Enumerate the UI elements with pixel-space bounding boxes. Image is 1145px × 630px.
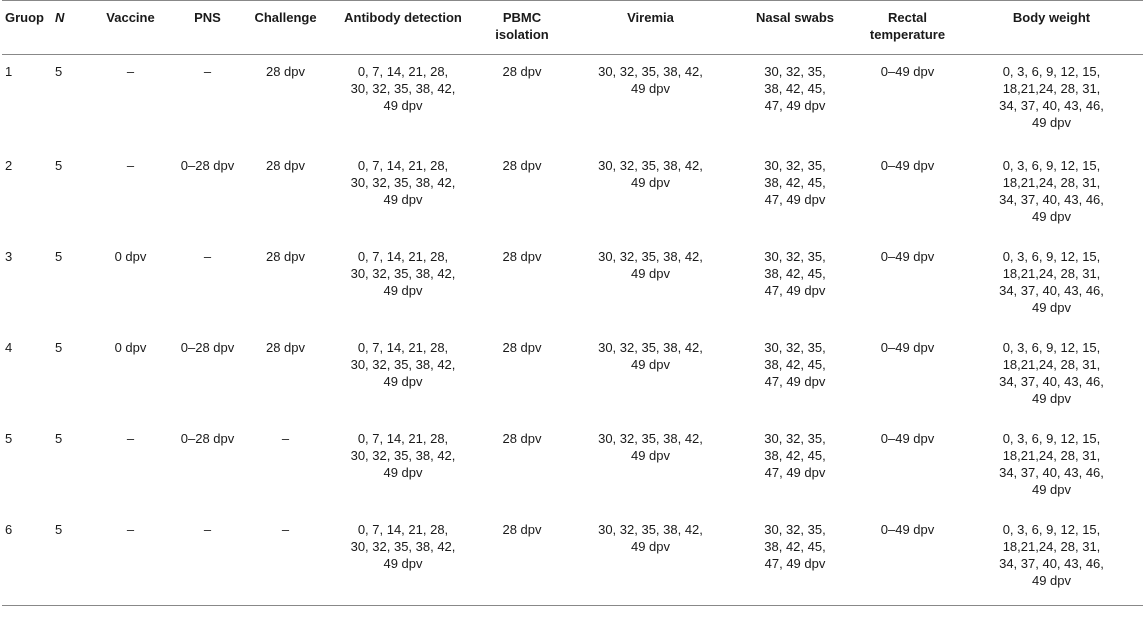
cell-challenge: 28 dpv <box>265 157 306 173</box>
cell-antibody-detection <box>328 331 478 422</box>
cell-body-weight <box>960 149 1143 240</box>
col-header-pns: PNS <box>194 10 221 25</box>
cell-nasal-swabs-line: 38, 42, 45, <box>764 447 826 463</box>
cell-nasal-swabs-line: 30, 32, 35, <box>764 64 826 79</box>
cell-rectal-temperature: 0–49 dpv <box>880 339 935 355</box>
cell-body-weight-line: 49 dpv <box>1031 390 1072 406</box>
cell-antibody-detection-line: 30, 32, 35, 38, 42, <box>350 265 456 281</box>
cell-body-weight <box>960 513 1143 606</box>
col-header-antibody-detection: Antibody detection <box>344 10 462 25</box>
cell-body-weight-line: 0, 3, 6, 9, 12, 15, <box>1002 430 1101 446</box>
cell-challenge: – <box>281 521 290 537</box>
cell-body-weight-line: 34, 37, 40, 43, 46, <box>999 464 1104 480</box>
cell-nasal-swabs-line: 47, 49 dpv <box>764 191 826 207</box>
cell-body-weight-line: 18,21,24, 28, 31, <box>1002 538 1101 554</box>
cell-viremia-line: 30, 32, 35, 38, 42, <box>598 430 703 446</box>
study-design-table <box>2 0 1143 606</box>
cell-vaccine: 0 dpv <box>114 339 147 355</box>
table-row <box>2 331 1143 422</box>
cell-viremia <box>566 331 735 422</box>
cell-body-weight-line: 34, 37, 40, 43, 46, <box>999 373 1104 389</box>
col-header-rectal-temperature: Rectal temperature <box>869 10 946 42</box>
table-row <box>2 422 1143 513</box>
cell-nasal-swabs <box>735 149 855 240</box>
cell-rectal-temperature: 0–49 dpv <box>880 248 935 264</box>
cell-viremia <box>566 55 735 149</box>
cell-body-weight-line: 0, 3, 6, 9, 12, 15, <box>1002 157 1101 173</box>
table-row <box>2 55 1143 149</box>
cell-antibody-detection-line: 49 dpv <box>383 191 423 207</box>
cell-antibody-detection-line: 0, 7, 14, 21, 28, <box>357 430 449 446</box>
cell-pbmc-isolation: 28 dpv <box>502 339 542 355</box>
cell-group: 2 <box>5 157 13 173</box>
cell-nasal-swabs-line: 38, 42, 45, <box>764 81 826 96</box>
cell-antibody-detection-line: 0, 7, 14, 21, 28, <box>357 521 449 537</box>
cell-viremia-line: 49 dpv <box>630 81 671 96</box>
cell-antibody-detection <box>328 513 478 606</box>
cell-viremia-line: 49 dpv <box>630 538 671 554</box>
cell-viremia <box>566 149 735 240</box>
cell-nasal-swabs-line: 38, 42, 45, <box>764 174 826 190</box>
cell-antibody-detection-line: 0, 7, 14, 21, 28, <box>357 339 449 355</box>
cell-nasal-swabs-line: 47, 49 dpv <box>764 98 826 113</box>
cell-challenge: 28 dpv <box>265 339 306 355</box>
cell-pns: – <box>203 521 212 537</box>
cell-body-weight-line: 49 dpv <box>1031 115 1072 130</box>
cell-antibody-detection-line: 0, 7, 14, 21, 28, <box>357 248 449 264</box>
cell-body-weight-line: 18,21,24, 28, 31, <box>1002 174 1101 190</box>
cell-body-weight <box>960 55 1143 149</box>
cell-challenge: – <box>281 430 290 446</box>
cell-viremia-line: 49 dpv <box>630 356 671 372</box>
cell-body-weight <box>960 240 1143 331</box>
cell-viremia <box>566 240 735 331</box>
cell-viremia-line: 30, 32, 35, 38, 42, <box>598 339 703 355</box>
cell-nasal-swabs-line: 47, 49 dpv <box>764 373 826 389</box>
col-header-nasal-swabs: Nasal swabs <box>755 10 835 25</box>
cell-nasal-swabs <box>735 331 855 422</box>
cell-group: 6 <box>5 521 13 537</box>
cell-antibody-detection-line: 49 dpv <box>383 555 423 571</box>
cell-antibody-detection <box>328 422 478 513</box>
cell-n: 5 <box>55 430 63 446</box>
cell-antibody-detection <box>328 240 478 331</box>
cell-viremia-line: 30, 32, 35, 38, 42, <box>598 248 703 264</box>
cell-pns: 0–28 dpv <box>180 157 235 173</box>
cell-nasal-swabs-line: 30, 32, 35, <box>764 157 826 173</box>
cell-body-weight-line: 34, 37, 40, 43, 46, <box>999 555 1104 571</box>
cell-antibody-detection-line: 49 dpv <box>383 98 423 113</box>
table-row <box>2 240 1143 331</box>
table-row <box>2 513 1143 606</box>
cell-pbmc-isolation: 28 dpv <box>502 248 542 264</box>
cell-nasal-swabs <box>735 55 855 149</box>
cell-antibody-detection-line: 30, 32, 35, 38, 42, <box>350 356 456 372</box>
cell-body-weight-line: 18,21,24, 28, 31, <box>1002 81 1101 96</box>
cell-nasal-swabs-line: 30, 32, 35, <box>764 430 826 446</box>
cell-vaccine: – <box>126 521 135 537</box>
col-header-body-weight: Body weight <box>1012 10 1091 25</box>
cell-group: 1 <box>5 64 13 79</box>
cell-viremia-line: 49 dpv <box>630 174 671 190</box>
cell-pns: 0–28 dpv <box>180 430 235 446</box>
cell-nasal-swabs-line: 47, 49 dpv <box>764 282 826 298</box>
cell-antibody-detection-line: 0, 7, 14, 21, 28, <box>357 64 449 79</box>
col-header-group: Gruop <box>5 10 44 25</box>
col-header-challenge: Challenge <box>254 10 317 25</box>
cell-viremia-line: 49 dpv <box>630 447 671 463</box>
cell-body-weight-line: 49 dpv <box>1031 481 1072 497</box>
cell-n: 5 <box>55 157 63 173</box>
cell-rectal-temperature: 0–49 dpv <box>880 157 935 173</box>
col-header-vaccine: Vaccine <box>106 10 155 25</box>
cell-body-weight-line: 34, 37, 40, 43, 46, <box>999 98 1104 113</box>
cell-vaccine: 0 dpv <box>114 248 147 264</box>
cell-viremia-line: 30, 32, 35, 38, 42, <box>598 64 703 79</box>
cell-nasal-swabs <box>735 513 855 606</box>
col-header-viremia: Viremia <box>627 10 674 25</box>
cell-pns: – <box>203 64 212 79</box>
cell-pbmc-isolation: 28 dpv <box>502 430 542 446</box>
cell-pbmc-isolation: 28 dpv <box>502 157 542 173</box>
cell-vaccine: – <box>126 430 135 446</box>
cell-body-weight-line: 18,21,24, 28, 31, <box>1002 356 1101 372</box>
cell-body-weight-line: 34, 37, 40, 43, 46, <box>999 191 1104 207</box>
cell-body-weight <box>960 331 1143 422</box>
cell-pns: – <box>203 248 212 264</box>
cell-body-weight-line: 0, 3, 6, 9, 12, 15, <box>1002 248 1101 264</box>
cell-antibody-detection-line: 30, 32, 35, 38, 42, <box>350 174 456 190</box>
cell-nasal-swabs-line: 30, 32, 35, <box>764 521 826 537</box>
cell-body-weight-line: 18,21,24, 28, 31, <box>1002 447 1101 463</box>
cell-rectal-temperature: 0–49 dpv <box>880 430 935 446</box>
cell-body-weight-line: 34, 37, 40, 43, 46, <box>999 282 1104 298</box>
cell-body-weight-line: 0, 3, 6, 9, 12, 15, <box>1002 64 1101 79</box>
cell-body-weight <box>960 422 1143 513</box>
cell-challenge: 28 dpv <box>265 248 306 264</box>
cell-nasal-swabs-line: 38, 42, 45, <box>764 265 826 281</box>
cell-nasal-swabs-line: 47, 49 dpv <box>764 464 826 480</box>
cell-antibody-detection-line: 30, 32, 35, 38, 42, <box>350 81 456 96</box>
col-header-n: N <box>55 10 65 25</box>
cell-n: 5 <box>55 521 63 537</box>
cell-antibody-detection-line: 49 dpv <box>383 282 423 298</box>
cell-antibody-detection-line: 0, 7, 14, 21, 28, <box>357 157 449 173</box>
cell-viremia <box>566 513 735 606</box>
cell-antibody-detection-line: 49 dpv <box>383 464 423 480</box>
cell-body-weight-line: 0, 3, 6, 9, 12, 15, <box>1002 339 1101 355</box>
cell-group: 4 <box>5 339 13 355</box>
cell-nasal-swabs-line: 30, 32, 35, <box>764 248 826 264</box>
cell-viremia-line: 49 dpv <box>630 265 671 281</box>
cell-challenge: 28 dpv <box>265 64 306 79</box>
cell-body-weight-line: 49 dpv <box>1031 572 1072 588</box>
table-row <box>2 149 1143 240</box>
cell-viremia-line: 30, 32, 35, 38, 42, <box>598 521 703 537</box>
cell-antibody-detection-line: 49 dpv <box>383 373 423 389</box>
cell-nasal-swabs-line: 38, 42, 45, <box>764 538 826 554</box>
cell-n: 5 <box>55 248 63 264</box>
cell-nasal-swabs <box>735 240 855 331</box>
table-body <box>2 55 1143 606</box>
cell-n: 5 <box>55 339 63 355</box>
cell-nasal-swabs-line: 30, 32, 35, <box>764 339 826 355</box>
cell-group: 5 <box>5 430 13 446</box>
cell-body-weight-line: 49 dpv <box>1031 299 1072 315</box>
cell-nasal-swabs-line: 47, 49 dpv <box>764 555 826 571</box>
cell-rectal-temperature: 0–49 dpv <box>880 521 935 537</box>
cell-n: 5 <box>55 64 63 79</box>
cell-antibody-detection <box>328 55 478 149</box>
cell-rectal-temperature: 0–49 dpv <box>880 64 935 79</box>
cell-group: 3 <box>5 248 13 264</box>
cell-antibody-detection-line: 30, 32, 35, 38, 42, <box>350 538 456 554</box>
col-header-pbmc-isolation: PBMC isolation <box>495 10 549 42</box>
cell-pns: 0–28 dpv <box>180 339 235 355</box>
cell-viremia <box>566 422 735 513</box>
cell-antibody-detection <box>328 149 478 240</box>
cell-vaccine: – <box>126 157 135 173</box>
cell-pbmc-isolation: 28 dpv <box>502 64 542 79</box>
cell-body-weight-line: 18,21,24, 28, 31, <box>1002 265 1101 281</box>
cell-pbmc-isolation: 28 dpv <box>502 521 542 537</box>
cell-nasal-swabs-line: 38, 42, 45, <box>764 356 826 372</box>
cell-body-weight-line: 0, 3, 6, 9, 12, 15, <box>1002 521 1101 537</box>
header-row <box>2 1 1143 55</box>
cell-vaccine: – <box>126 64 135 79</box>
cell-antibody-detection-line: 30, 32, 35, 38, 42, <box>350 447 456 463</box>
cell-viremia-line: 30, 32, 35, 38, 42, <box>598 157 703 173</box>
cell-nasal-swabs <box>735 422 855 513</box>
cell-body-weight-line: 49 dpv <box>1031 208 1072 224</box>
